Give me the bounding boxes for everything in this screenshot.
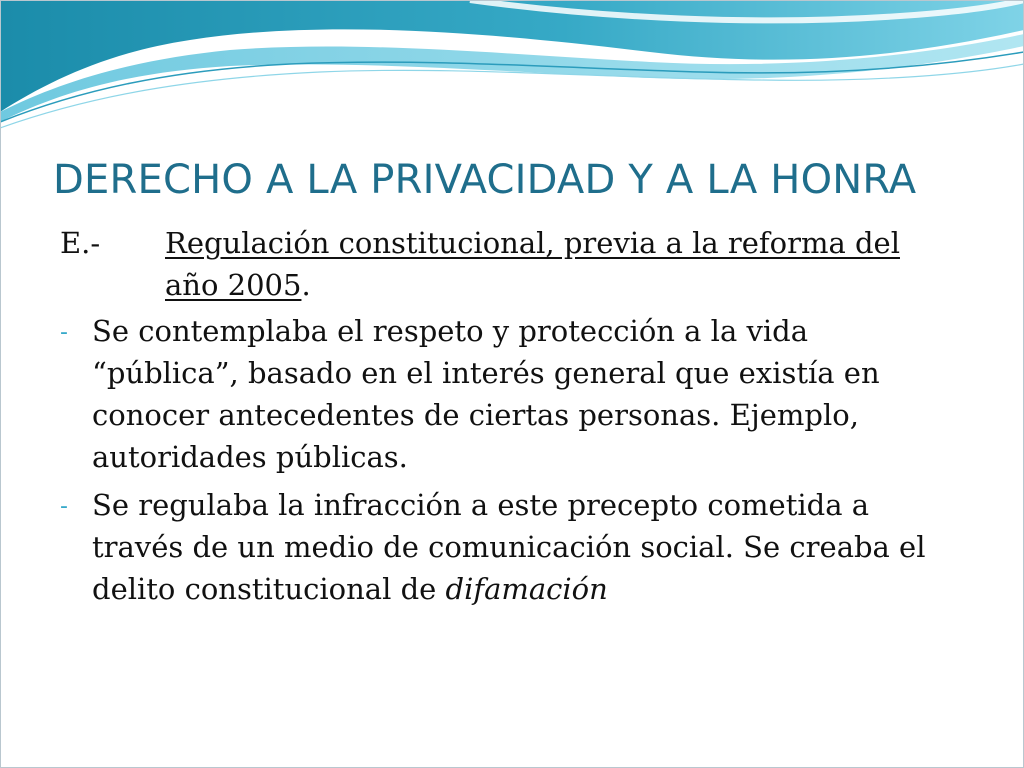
- list-item: [60, 310, 960, 478]
- wave-banner-decoration: [0, 0, 1024, 130]
- bullet-dash-icon: -: [60, 320, 68, 345]
- slide-body: [60, 222, 960, 616]
- section-heading-text: Regulación constitucional, previa a la reforma del año 2005: [165, 226, 900, 302]
- slide-title: DERECHO A LA PRIVACIDAD Y A LA HONRA: [53, 157, 917, 203]
- section-heading-row: [60, 222, 960, 306]
- bullet-text: [92, 484, 960, 610]
- bullet-text-emphasis: difamación: [445, 572, 608, 606]
- bullet-text: Se contemplaba el respeto y protección a la vida “pública”, basado en el interés general que existía en conocer antecedentes de ciertas personas. Ejemplo, autoridades públicas.: [92, 314, 880, 474]
- bullet-dash-icon: -: [60, 494, 68, 519]
- section-heading: [165, 222, 960, 306]
- bullet-list: [60, 310, 960, 610]
- section-marker: E.-: [60, 226, 101, 260]
- section-heading-suffix: .: [301, 268, 311, 302]
- bullet-text-main: Se regulaba la infracción a este precepto cometida a través de un medio de comunicación social. Se creaba el delito constitucional de: [92, 488, 926, 606]
- list-item: [60, 484, 960, 610]
